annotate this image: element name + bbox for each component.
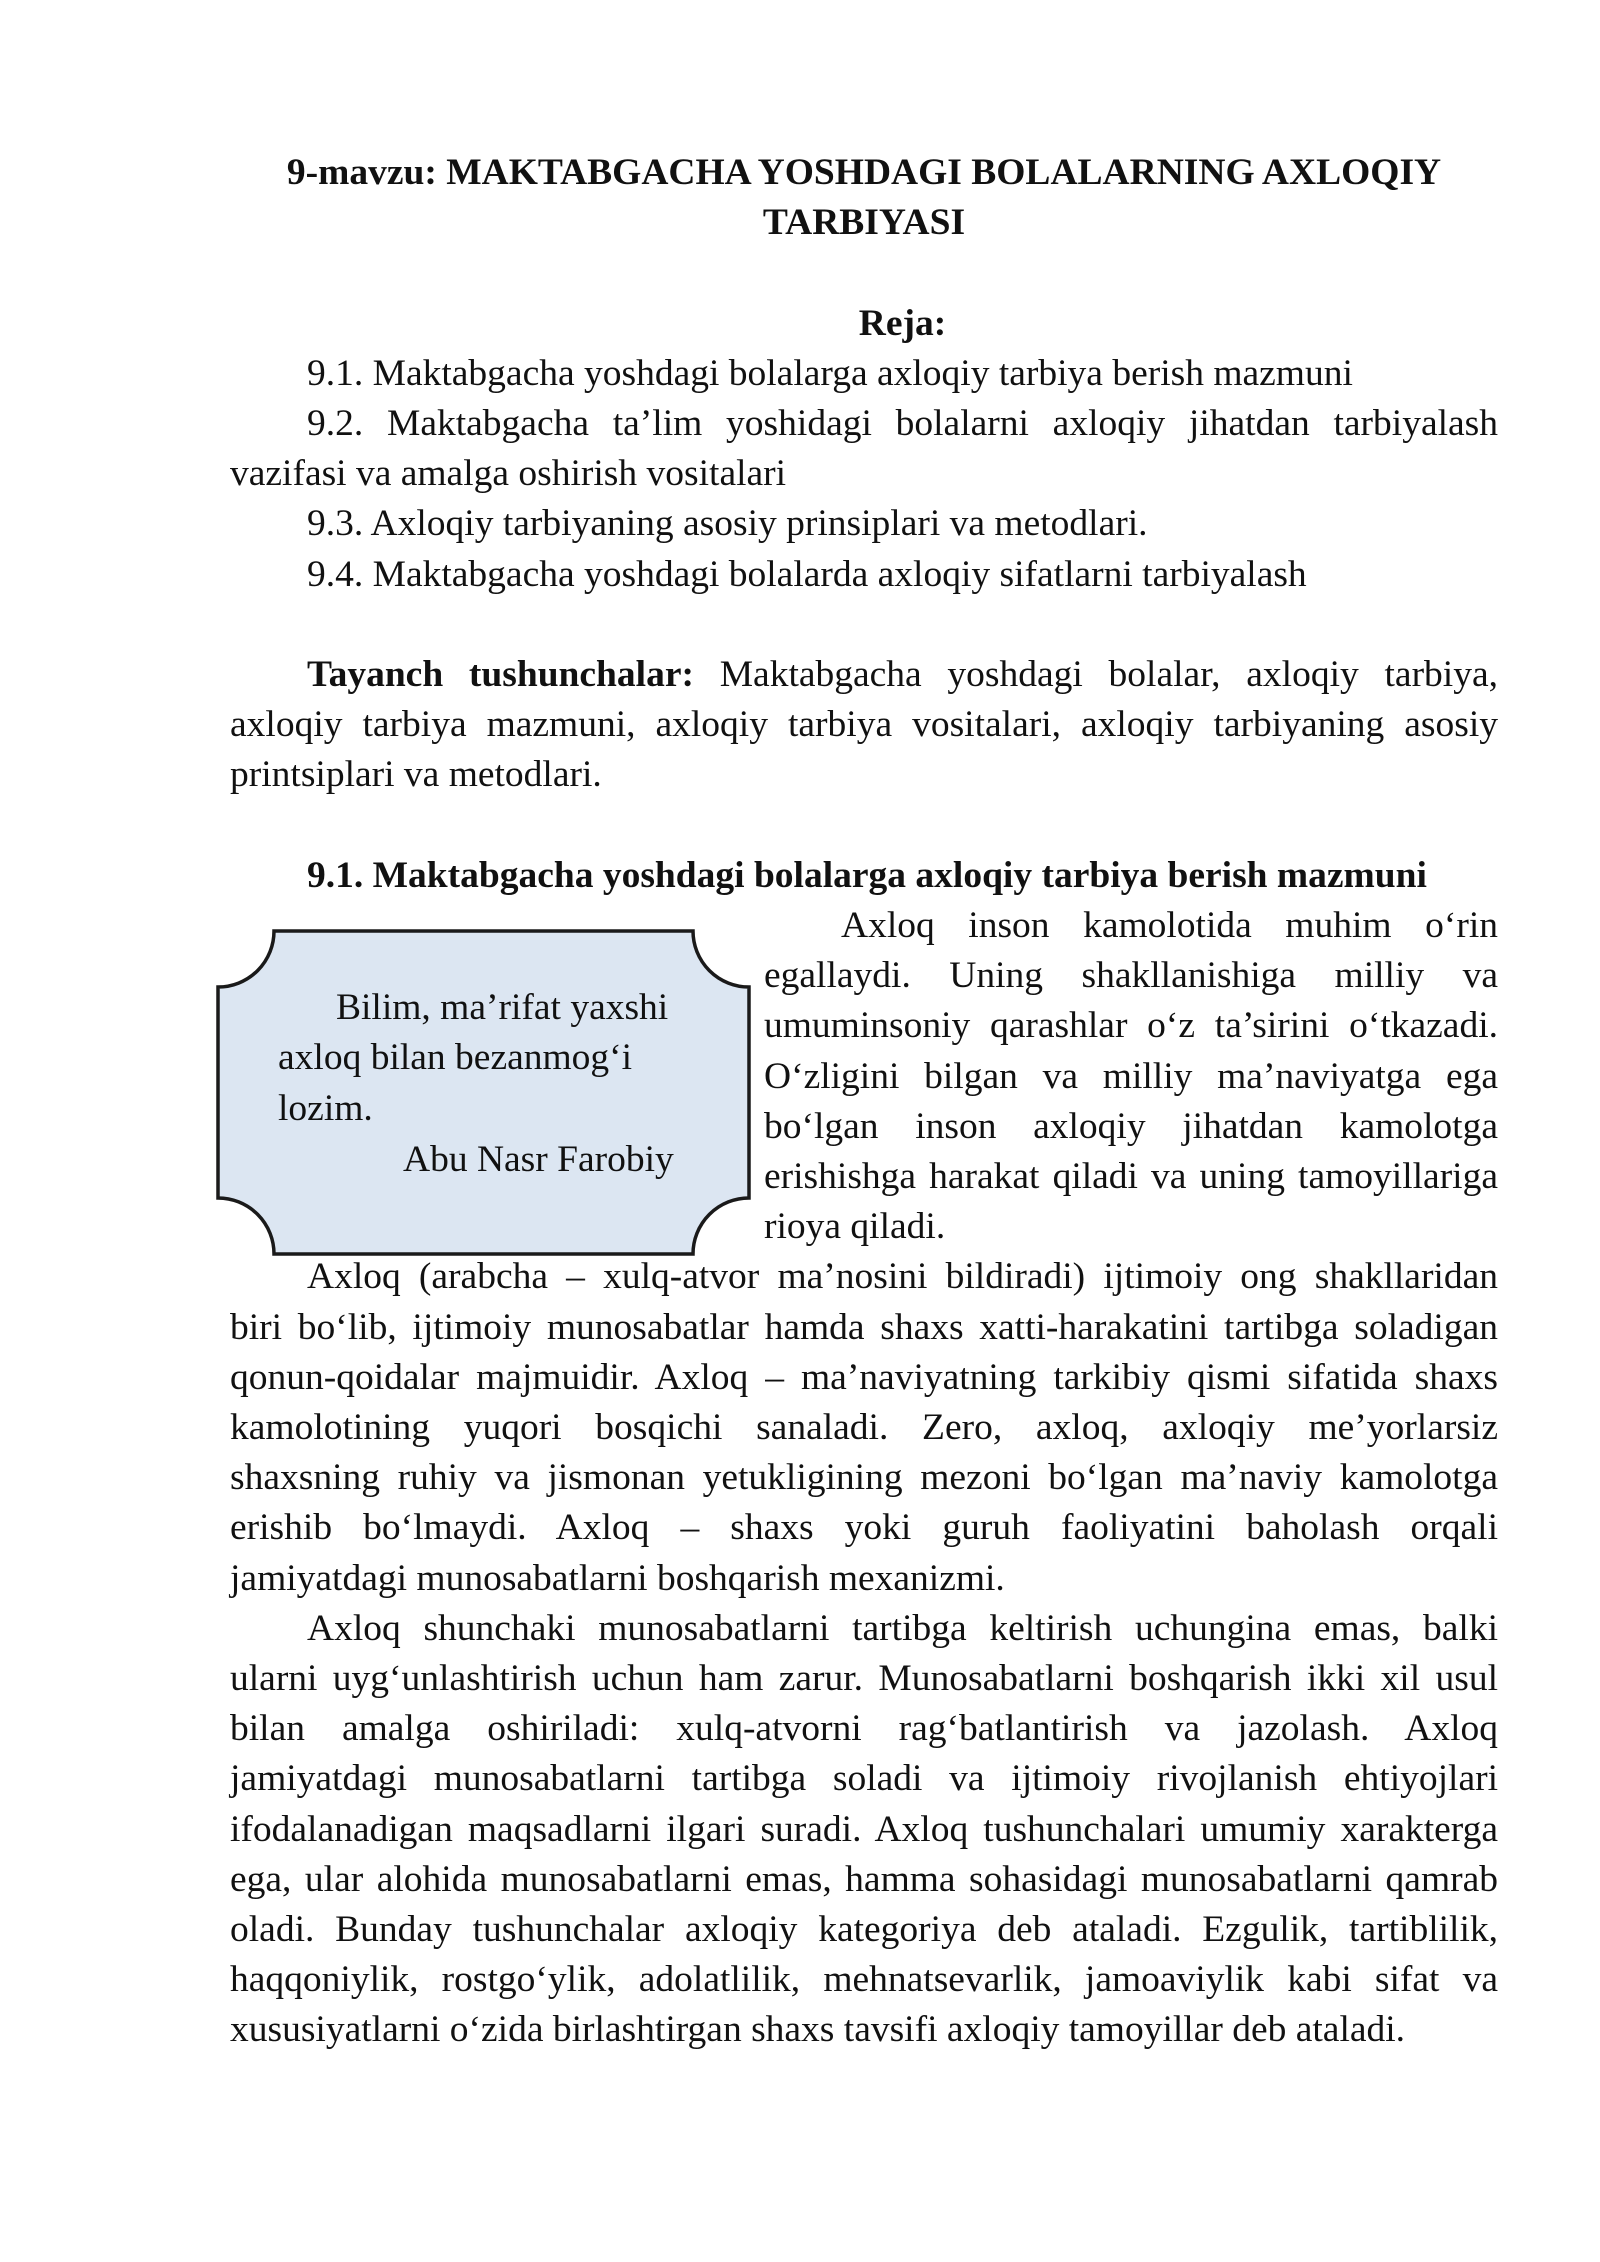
paragraph-line: qonun-qoidalar majmuidir. Axloq – ma’naviyatning tarkibiy qismi sifatida shaxs xyxy=(230,1357,1498,1398)
quote-author: Abu Nasr Farobiy xyxy=(403,1139,674,1180)
paragraph-line: ularni uyg‘unlashtirish uchun ham zarur. Munosabatlarni boshqarish ikki xil usul xyxy=(230,1658,1498,1699)
plan-heading: Reja: xyxy=(858,303,947,344)
key-concepts-label: Tayanch tushunchalar: xyxy=(307,654,694,695)
section-heading: 9.1. Maktabgacha yoshdagi bolalarga axloqiy tarbiya berish mazmuni xyxy=(307,855,1427,896)
side-paragraph-line: Axloq inson kamolotida muhim o‘rin xyxy=(841,905,1498,946)
side-paragraph-line: egallaydi. Uning shakllanishiga milliy va xyxy=(764,955,1498,996)
paragraph-line: Axloq (arabcha – xulq-atvor ma’nosini bildiradi) ijtimoiy ong shakllaridan xyxy=(307,1256,1498,1297)
paragraph-line: jamiyatdagi munosabatlarni tartibga soladi va ijtimoiy rivojlanish ehtiyojlari xyxy=(230,1758,1498,1799)
quote-line: Bilim, ma’rifat yaxshi xyxy=(336,987,669,1028)
plan-item: 9.2. Maktabgacha ta’lim yoshidagi bolalarni axloqiy jihatdan tarbiyalash xyxy=(307,403,1498,444)
page-title-line-1: 9-mavzu: MAKTABGACHA YOSHDAGI BOLALARNING AXLOQIY xyxy=(286,152,1442,193)
paragraph-line: biri bo‘lib, ijtimoiy munosabatlar hamda shaxs xatti-harakatini tartibga soladigan xyxy=(230,1307,1498,1348)
key-concepts-line xyxy=(307,650,1498,700)
quote-line: axloq bilan bezanmog‘i xyxy=(278,1037,633,1078)
key-concepts-line: axloqiy tarbiya mazmuni, axloqiy tarbiya vositalari, axloqiy tarbiyaning asosiy xyxy=(230,704,1498,745)
plan-item: 9.1. Maktabgacha yoshdagi bolalarga axloqiy tarbiya berish mazmuni xyxy=(307,353,1353,394)
plan-item: 9.3. Axloqiy tarbiyaning asosiy prinsiplari va metodlari. xyxy=(307,503,1148,544)
paragraph-line: haqqoniylik, rostgo‘ylik, adolatlilik, mehnatsevarlik, jamoaviylik kabi sifat va xyxy=(230,1959,1498,2000)
side-paragraph-line: bo‘lgan inson axloqiy jihatdan kamolotga xyxy=(764,1106,1498,1147)
paragraph-line: ifodalanadigan maqsadlarni ilgari suradi. Axloq tushunchalari umumiy xarakterga xyxy=(230,1809,1498,1850)
paragraph-line: jamiyatdagi munosabatlarni boshqarish mexanizmi. xyxy=(230,1558,1005,1599)
side-paragraph-line: O‘zligini bilgan va milliy ma’naviyatga ega xyxy=(764,1056,1498,1097)
paragraph-line: shaxsning ruhiy va jismonan yetukligining mezoni bo‘lgan ma’naviy kamolotga xyxy=(230,1457,1498,1498)
key-concepts-line: printsiplari va metodlari. xyxy=(230,754,602,795)
paragraph-line: bilan amalga oshiriladi: xulq-atvorni rag‘batlantirish va jazolash. Axloq xyxy=(230,1708,1498,1749)
plan-item: 9.4. Maktabgacha yoshdagi bolalarda axloqiy sifatlarni tarbiyalash xyxy=(307,554,1307,595)
paragraph-line: kamolotining yuqori bosqichi sanaladi. Zero, axloq, axloqiy me’yorlarsiz xyxy=(230,1407,1498,1448)
key-concepts-text: Maktabgacha yoshdagi bolalar, axloqiy tarbiya, xyxy=(719,654,1498,695)
paragraph-line: erishib bo‘lmaydi. Axloq – shaxs yoki guruh faoliyatini baholash orqali xyxy=(230,1507,1498,1548)
plan-item-continuation: vazifasi va amalga oshirish vositalari xyxy=(230,453,787,494)
side-paragraph-line: umuminsoniy qarashlar o‘z ta’sirini o‘tkazadi. xyxy=(764,1005,1498,1046)
paragraph-line: ega, ular alohida munosabatlarni emas, hamma sohasidagi munosabatlarni qamrab xyxy=(230,1859,1498,1900)
quote-line: lozim. xyxy=(278,1088,373,1129)
side-paragraph-line: rioya qiladi. xyxy=(764,1206,946,1247)
side-paragraph-line: erishishga harakat qiladi va uning tamoyillariga xyxy=(764,1156,1498,1197)
paragraph-line: oladi. Bunday tushunchalar axloqiy kategoriya deb ataladi. Ezgulik, tartiblilik, xyxy=(230,1909,1498,1950)
paragraph-line: Axloq shunchaki munosabatlarni tartibga keltirish uchungina emas, balki xyxy=(307,1608,1498,1649)
page-title-line-2: TARBIYASI xyxy=(762,202,966,243)
paragraph-line: xususiyatlarni o‘zida birlashtirgan shaxs tavsifi axloqiy tamoyillar deb ataladi. xyxy=(230,2009,1406,2050)
